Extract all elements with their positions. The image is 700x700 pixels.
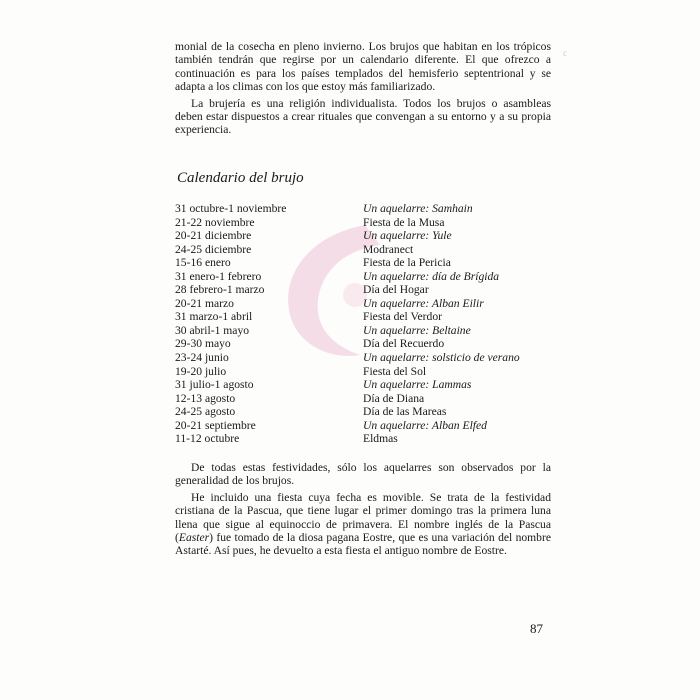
calendar-row (175, 216, 555, 230)
calendar-event: Día del Recuerdo (363, 337, 445, 351)
calendar-date: 24-25 agosto (175, 405, 236, 419)
calendar-row (175, 310, 555, 324)
calendar-date: 31 octubre-1 noviembre (175, 202, 287, 215)
calendar-event: Un aquelarre: Alban Elfed (363, 418, 487, 432)
calendar-event: Un aquelarre: Samhain (363, 202, 473, 215)
calendar-row (175, 283, 555, 297)
calendar-date: 15-16 enero (175, 256, 231, 270)
calendar-row (175, 337, 555, 351)
calendar-row (175, 432, 555, 446)
calendar-date: 20-21 marzo (175, 296, 234, 310)
margin-edge-mark: c (563, 48, 567, 58)
calendar-date: 23-24 junio (175, 351, 229, 365)
calendar-row (175, 243, 555, 257)
calendar-date: 11-12 octubre (175, 432, 240, 446)
calendar-event: Fiesta de la Musa (363, 215, 445, 229)
calendar-event: Día del Hogar (363, 283, 429, 297)
calendar-row (175, 297, 555, 311)
calendar-event: Un aquelarre: Alban Eilir (363, 296, 484, 310)
intro-paragraph-2: La brujería es una religión individualista. Todos los brujos o asambleas deben estar dispuestos a crear rituales que convengan a su entorno y a su propia experiencia. (175, 96, 551, 137)
calendar-event: Un aquelarre: solsticio de verano (363, 351, 520, 365)
calendar-date: 29-30 mayo (175, 337, 231, 351)
calendar-row (175, 405, 555, 419)
calendar-event: Un aquelarre: Yule (363, 229, 452, 243)
intro-paragraph-1: monial de la cosecha en pleno invierno. Los brujos que habitan en los trópicos también tendrán que regirse por un calendario diferente. El que ofrezco a continuación es para los países templados del hemisferio septentrional y se adapta a los climas con los que estoy más familiarizado. (175, 40, 551, 94)
calendar-date: 24-25 diciembre (175, 242, 252, 256)
calendar-date: 31 enero-1 febrero (175, 269, 262, 283)
calendar-row (175, 270, 555, 284)
calendar-date: 20-21 septiembre (175, 418, 256, 432)
calendar-row (175, 229, 555, 243)
calendar-event: Fiesta de la Pericia (363, 256, 451, 270)
calendar-event: Modranect (363, 242, 414, 256)
calendar-date: 28 febrero-1 marzo (175, 283, 265, 297)
calendar-date: 21-22 noviembre (175, 215, 255, 229)
page-number: 87 (530, 621, 543, 636)
calendar-event: Fiesta del Verdor (363, 310, 442, 324)
calendar-date: 31 marzo-1 abril (175, 310, 253, 324)
calendar-date: 31 julio-1 agosto (175, 378, 254, 392)
calendar-date: 12-13 agosto (175, 391, 236, 405)
calendar-date: 30 abril-1 mayo (175, 323, 250, 337)
calendar-row (175, 392, 555, 406)
calendar-row (175, 324, 555, 338)
closing-paragraph-1: De todas estas festividades, sólo los aquelarres son observados por la generalidad de los brujos. (175, 461, 551, 488)
calendar-row (175, 202, 555, 216)
calendar-event: Un aquelarre: Beltaine (363, 323, 471, 337)
calendar-row (175, 378, 555, 392)
calendar-row (175, 351, 555, 365)
closing-text (175, 461, 551, 558)
calendar-event: Eldmas (363, 432, 398, 446)
calendar-date: 19-20 julio (175, 364, 227, 378)
calendar-date: 20-21 diciembre (175, 229, 252, 243)
calendar-row (175, 365, 555, 379)
calendar-row (175, 256, 555, 270)
closing-paragraph-2: He incluido una fiesta cuya fecha es movible. Se trata de la festividad cristiana de la Pascua, que tiene lugar el primer domingo tras la primera luna llena que sigue al equinoccio de primavera. El nombre inglés de la Pascua (Easter) fue tomado de la diosa pagana Eostre, que es una variación del nombre Astarté. Así pues, he devuelto a esta fiesta el antiguo nombre de Eostre. (175, 490, 551, 558)
calendar-event: Día de las Mareas (363, 405, 447, 419)
intro-text (175, 40, 551, 137)
calendar-row (175, 419, 555, 433)
calendar-event: Fiesta del Sol (363, 364, 427, 378)
calendar-event: Un aquelarre: Lammas (363, 378, 472, 392)
calendar-event: Un aquelarre: día de Brígida (363, 269, 500, 283)
calendar-table (175, 202, 555, 446)
easter-term: Easter (178, 531, 210, 545)
section-title: Calendario del brujo (177, 170, 304, 186)
calendar-event: Día de Diana (363, 391, 425, 405)
